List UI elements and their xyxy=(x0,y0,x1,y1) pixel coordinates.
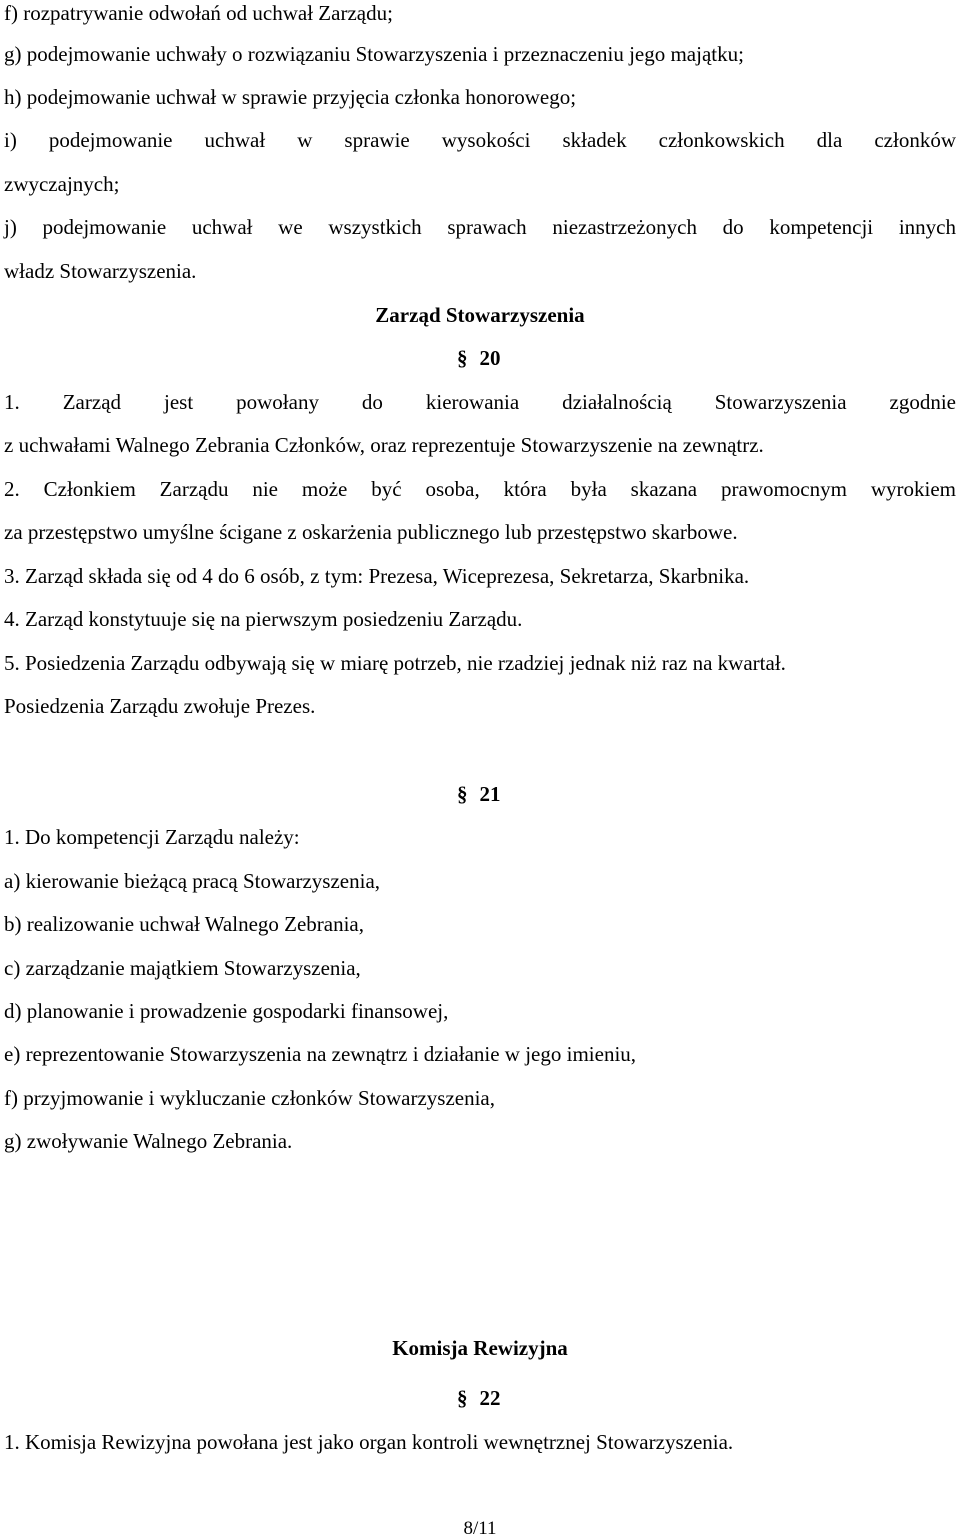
section-21-marker xyxy=(457,781,501,808)
section-symbol: § xyxy=(457,782,468,806)
item-i-line2: zwyczajnych; xyxy=(4,172,120,196)
competence-item: g) zwoływanie Walnego Zebrania. xyxy=(4,1129,293,1153)
section-number: 22 xyxy=(479,1386,501,1410)
item-f: f) rozpatrywanie odwołań od uchwał Zarządu; xyxy=(4,1,393,25)
board-p1-line1: 1. Zarząd jest powołany do kierowania działalnością Stowarzyszenia zgodnie xyxy=(4,390,956,414)
section-number: 20 xyxy=(479,346,501,370)
competence-item: c) zarządzanie majątkiem Stowarzyszenia, xyxy=(4,956,361,980)
page-number: 8/11 xyxy=(463,1518,497,1539)
item-i-line1: i) podejmowanie uchwał w sprawie wysokości składek członkowskich dla członków xyxy=(4,128,956,152)
section-symbol: § xyxy=(457,1386,468,1410)
section-22-marker xyxy=(457,1385,501,1412)
audit-p1: 1. Komisja Rewizyjna powołana jest jako organ kontroli wewnętrznej Stowarzyszenia. xyxy=(4,1430,734,1454)
item-g: g) podejmowanie uchwały o rozwiązaniu Stowarzyszenia i przeznaczeniu jego majątku; xyxy=(4,42,744,66)
item-j-line2: władz Stowarzyszenia. xyxy=(4,259,197,283)
board-p1-line2: z uchwałami Walnego Zebrania Członków, oraz reprezentuje Stowarzyszenie na zewnątrz. xyxy=(4,433,764,457)
competences-intro: 1. Do kompetencji Zarządu należy: xyxy=(4,825,300,849)
board-p2-line1: 2. Członkiem Zarządu nie może być osoba, która była skazana prawomocnym wyrokiem xyxy=(4,477,956,501)
board-p4: 4. Zarząd konstytuuje się na pierwszym posiedzeniu Zarządu. xyxy=(4,607,523,631)
section-20-marker xyxy=(457,345,501,372)
board-p5-line2: Posiedzenia Zarządu zwołuje Prezes. xyxy=(4,694,316,718)
board-p2-line2: za przestępstwo umyślne ścigane z oskarżenia publicznego lub przestępstwo skarbowe. xyxy=(4,520,738,544)
section-number: 21 xyxy=(479,782,501,806)
audit-heading: Komisja Rewizyjna xyxy=(392,1336,568,1360)
item-h: h) podejmowanie uchwał w sprawie przyjęcia członka honorowego; xyxy=(4,85,577,109)
section-symbol: § xyxy=(457,346,468,370)
board-p3: 3. Zarząd składa się od 4 do 6 osób, z tym: Prezesa, Wiceprezesa, Sekretarza, Skarbnika. xyxy=(4,564,750,588)
board-heading: Zarząd Stowarzyszenia xyxy=(375,303,585,327)
competence-item: b) realizowanie uchwał Walnego Zebrania, xyxy=(4,912,365,936)
competence-item: d) planowanie i prowadzenie gospodarki finansowej, xyxy=(4,999,449,1023)
competence-item: a) kierowanie bieżącą pracą Stowarzyszenia, xyxy=(4,869,381,893)
board-p5-line1: 5. Posiedzenia Zarządu odbywają się w miarę potrzeb, nie rzadziej jednak niż raz na kwartał. xyxy=(4,651,786,675)
competence-item: f) przyjmowanie i wykluczanie członków Stowarzyszenia, xyxy=(4,1086,495,1110)
competence-item: e) reprezentowanie Stowarzyszenia na zewnątrz i działanie w jego imieniu, xyxy=(4,1042,637,1066)
item-j-line1: j) podejmowanie uchwał we wszystkich sprawach niezastrzeżonych do kompetencji innych xyxy=(4,215,956,239)
